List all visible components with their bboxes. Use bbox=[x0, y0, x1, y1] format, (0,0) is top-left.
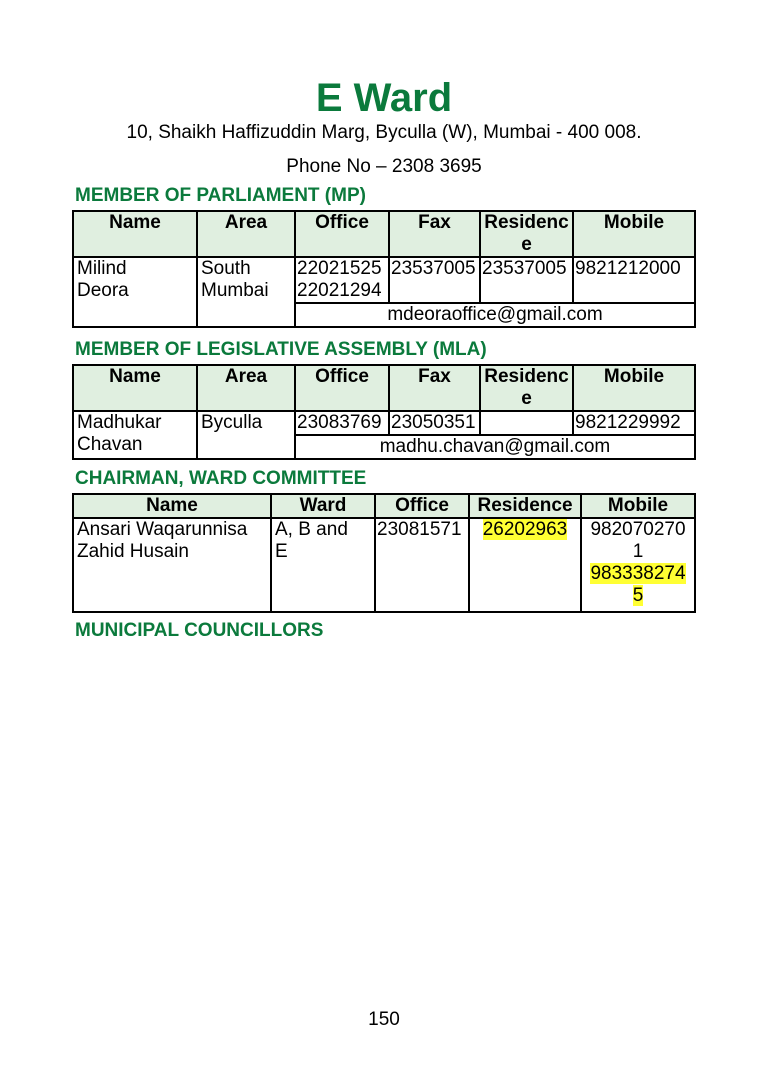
col-header-ward: Ward bbox=[271, 494, 375, 518]
col-header-residence: Residenc e bbox=[480, 365, 573, 411]
chairman-name: Ansari Waqarunnisa Zahid Husain bbox=[73, 518, 271, 612]
mp-mobile: 9821212000 bbox=[573, 257, 695, 303]
mla-fax: 23050351 bbox=[389, 411, 480, 435]
col-header-fax: Fax bbox=[389, 365, 480, 411]
col-header-name: Name bbox=[73, 494, 271, 518]
ward-address: 10, Shaikh Haffizuddin Marg, Byculla (W), Mumbai - 400 008. bbox=[126, 122, 642, 143]
ward-phone: Phone No – 2308 3695 bbox=[286, 156, 482, 177]
chairman-ward: A, B and E bbox=[271, 518, 375, 612]
residence-highlight: 26202963 bbox=[482, 519, 568, 540]
col-header-name: Name bbox=[73, 211, 197, 257]
mla-name: Madhukar Chavan bbox=[73, 411, 197, 459]
mla-table bbox=[72, 364, 696, 460]
col-header-fax: Fax bbox=[389, 211, 480, 257]
col-header-office: Office bbox=[295, 211, 389, 257]
mla-header-row bbox=[73, 365, 695, 411]
mobile2-highlight-line1: 983338274 bbox=[590, 563, 686, 584]
mp-heading: MEMBER OF PARLIAMENT (MP) bbox=[75, 185, 366, 206]
col-header-area: Area bbox=[197, 365, 295, 411]
chairman-office: 23081571 bbox=[375, 518, 469, 612]
mp-residence: 23537005 bbox=[480, 257, 573, 303]
col-header-mobile: Mobile bbox=[573, 365, 695, 411]
col-header-mobile: Mobile bbox=[573, 211, 695, 257]
mp-header-row bbox=[73, 211, 695, 257]
mp-table bbox=[72, 210, 696, 328]
chairman-residence bbox=[469, 518, 581, 612]
col-header-name: Name bbox=[73, 365, 197, 411]
councillors-heading: MUNICIPAL COUNCILLORS bbox=[75, 620, 324, 641]
mp-fax: 23537005 bbox=[389, 257, 480, 303]
mp-data-row bbox=[73, 257, 695, 303]
mla-mobile: 9821229992 bbox=[573, 411, 695, 435]
ward-title: E Ward bbox=[315, 76, 453, 120]
mla-residence bbox=[480, 411, 573, 435]
mla-email[interactable]: madhu.chavan@gmail.com bbox=[295, 435, 695, 459]
mla-data-row bbox=[73, 411, 695, 435]
mla-area: Byculla bbox=[197, 411, 295, 459]
col-header-mobile: Mobile bbox=[581, 494, 695, 518]
col-header-office: Office bbox=[375, 494, 469, 518]
chairman-header-row bbox=[73, 494, 695, 518]
mobile2-highlight-line2: 5 bbox=[632, 585, 644, 606]
mla-heading: MEMBER OF LEGISLATIVE ASSEMBLY (MLA) bbox=[75, 339, 487, 360]
mp-name: Milind Deora bbox=[73, 257, 197, 327]
chairman-data-row bbox=[73, 518, 695, 612]
mla-office: 23083769 bbox=[295, 411, 389, 435]
chairman-table bbox=[72, 493, 696, 613]
mp-area: South Mumbai bbox=[197, 257, 295, 327]
col-header-residence: Residenc e bbox=[480, 211, 573, 257]
mp-email[interactable]: mdeoraoffice@gmail.com bbox=[295, 303, 695, 327]
col-header-residence: Residence bbox=[469, 494, 581, 518]
chairman-heading: CHAIRMAN, WARD COMMITTEE bbox=[75, 468, 367, 489]
page-number: 150 bbox=[368, 1009, 400, 1030]
mp-office: 22021525 22021294 bbox=[295, 257, 389, 303]
col-header-office: Office bbox=[295, 365, 389, 411]
chairman-mobile: 982070270 1 983338274 5 bbox=[581, 518, 695, 612]
col-header-area: Area bbox=[197, 211, 295, 257]
